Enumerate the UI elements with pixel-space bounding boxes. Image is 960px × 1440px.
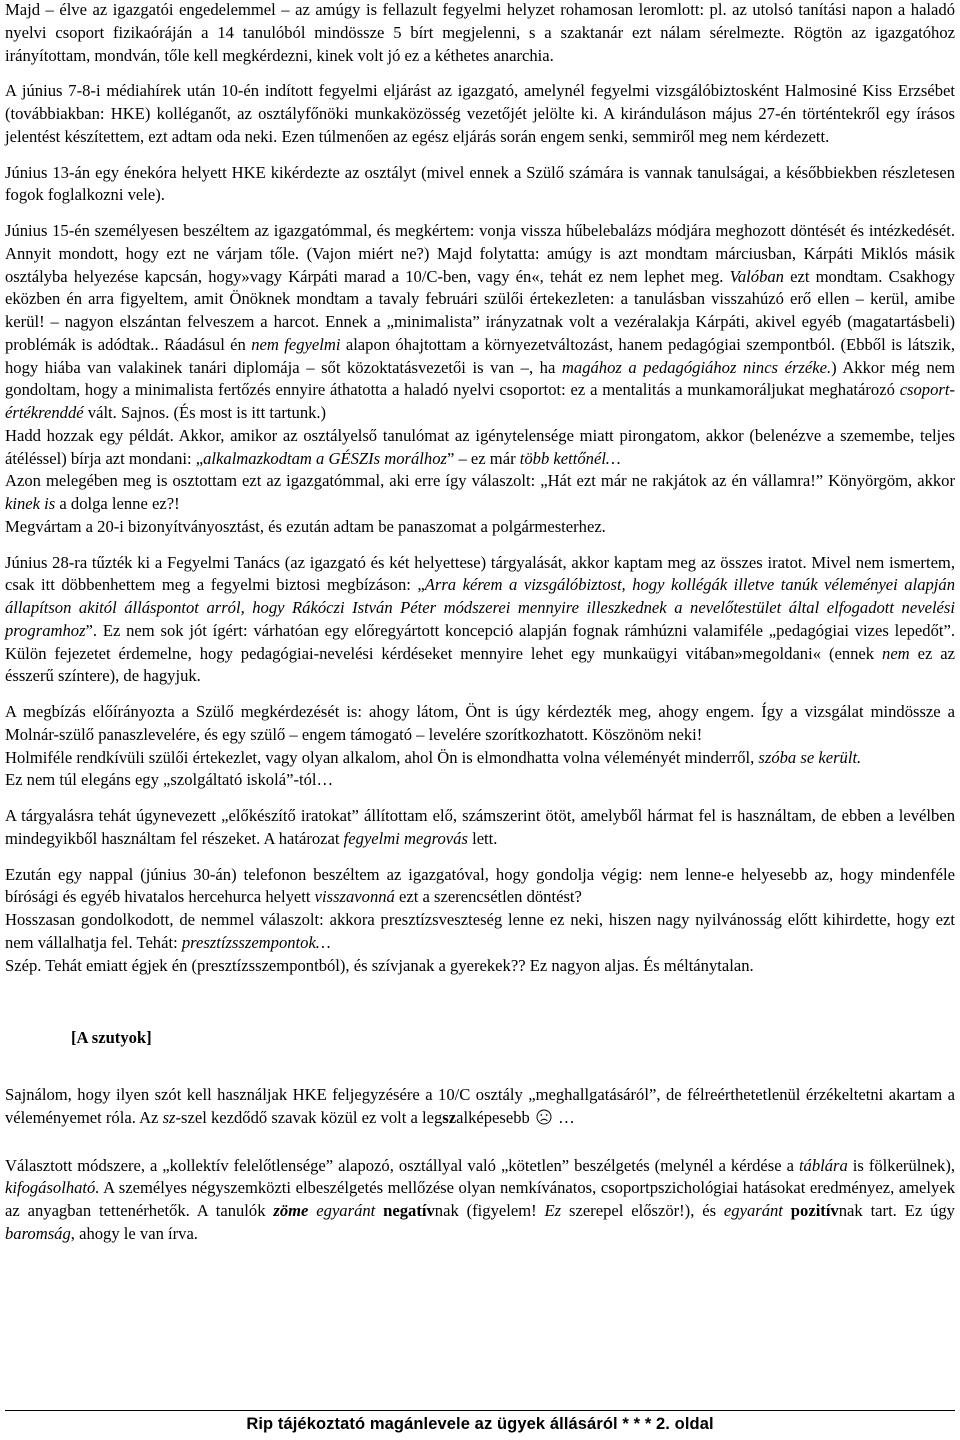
text-run: ezt mondtam. Csakhogy eközben én arra figyeltem, amit Önöknek mondtam a tavaly februári szülői értekezleten: a tanulásban visszahúzó erő ellen – kerül, amibe kerül! – nagyon elszántan felveszem a harcot. Ennek a „minimalista” irányzatnak volt a vezéralakja Kárpáti, akivel egyéb (magatartásbeli) problémák is adódtak.. Ráadásul én bbox=[5, 266, 955, 354]
text-run: ” – ez már bbox=[446, 448, 520, 468]
paragraph bbox=[5, 909, 955, 955]
paragraph bbox=[5, 864, 955, 910]
text-run: Hadd hozzak egy példát. Akkor, amikor az osztályelső tanulómat az igénytelensége miatt pirongatom, akkor (belenézve a szemembe, teljes átéléssel) bírja azt mondani: „ bbox=[5, 425, 955, 468]
text-run: A megbízás előírányozta a Szülő megkérdezését is: ahogy látom, Önt is úgy kérdezték meg, ahogy engem. Így a vizsgálat mindössze a Molnár-szülő panaszlevelére, és egy szülő – engem támogató – levelére szorítkozhatott. Köszönöm neki! bbox=[5, 702, 955, 744]
text-run: Június 13-án egy énekóra helyett HKE kikérdezte az osztályt (mivel ennek a Szülő számára is vannak tanulságai, a későbbiekben részletesen fogok foglalkozni vele). bbox=[5, 162, 955, 205]
heading-block bbox=[5, 1019, 955, 1050]
text-run: sz bbox=[442, 1107, 457, 1127]
page-footer: Rip tájékoztató magánlevele az ügyek állásáról * * * 2. oldal bbox=[5, 1410, 955, 1439]
text-run: vált. Sajnos. (És most is itt tartunk.) bbox=[83, 403, 327, 422]
paragraph bbox=[5, 425, 955, 471]
text-run: A tárgyalásra tehát úgynevezett „előkészítő iratokat” állítottam elő, számszerint ötöt, amelyből hármat fel is használtam, de ebben a levélben mindegyikből használtam fel részeket. A határozat bbox=[5, 806, 955, 848]
text-run: Megvártam a 20-i bizonyítványosztást, és ezután adtam be panaszomat a polgármesterhez. bbox=[5, 516, 606, 536]
text-run: lett. bbox=[467, 828, 498, 848]
text-run bbox=[375, 1201, 383, 1220]
text-run bbox=[783, 1201, 791, 1220]
text-run: Június 15-én személyesen beszéltem az igazgatómmal, és megkértem: vonja vissza hűbelebalázs módjára meghozott döntését és intézkedését. Annyit mondott, hogy ezt ne várjam tőle. (Vajon miért ne?) Majd folytatta: amúgy is azt mondtam márciusban, Kárpáti Miklós másik osztályba helyezése kapcsán, hogy»vagy Kárpáti marad a 10/C-ben, vagy én«, tehát ez nem lephet meg. bbox=[5, 221, 955, 286]
text-run: egyaránt bbox=[723, 1201, 783, 1220]
sad-face-icon bbox=[536, 1109, 552, 1125]
paragraph bbox=[5, 769, 955, 792]
text-run: Szép. Tehát emiatt égjek én (presztízsszempontból), és szívjanak a gyerekek?? Ez nagyon aljas. És méltánytalan. bbox=[5, 955, 754, 975]
text-run: több kettőnél… bbox=[519, 448, 621, 468]
text-run: -szel kezdődő szavak közül ez volt a leg bbox=[175, 1107, 443, 1127]
text-run: nak (figyelem! bbox=[434, 1201, 545, 1220]
text-run: ezt a szerencsétlen döntést? bbox=[394, 887, 582, 907]
text-run: a dolga lenne ez?! bbox=[55, 494, 180, 513]
paragraph bbox=[5, 805, 955, 851]
text-run: ) Akkor még nem gondoltam, hogy a minimalista fertőzés ennyire áthatotta a haladó nyelvi csoportot: ez a mentalitás a munkamoráljukat meghatározó bbox=[5, 357, 956, 400]
text-run: Ez nem túl elegáns egy „szolgáltató iskolá”-tól… bbox=[5, 770, 334, 790]
text-run: Választott módszere, a „kollektív felelőtlensége” alapozó, osztállyal való „kötetlen” beszélgetés (melynél a kérdése a bbox=[5, 1155, 799, 1175]
text-run: Majd – élve az igazgatói engedelemmel – az amúgy is fellazult fegyelmi helyzet rohamosan leromlott: pl. az utolsó tanítási napon a haladó nyelvi csoport fizikaóráján a 14 tanulóból mindössze 5 bírt megjelenni, s a szaktanár ezt nálam sérelmezte. Rögtön az igazgatóhoz irányítottam, mondván, tőle kell megkérdezni, kinek volt jó ez a kéthetes anarchia. bbox=[5, 0, 955, 65]
text-run: Azon melegében meg is osztottam ezt az igazgatómmal, aki erre így válaszolt: „Hát ezt már ne rakjátok az én vállamra!” Könyörgöm, akkor bbox=[5, 471, 955, 491]
text-run: zöme bbox=[273, 1201, 309, 1220]
paragraph bbox=[5, 470, 955, 516]
text-run: Valóban bbox=[729, 266, 784, 286]
paragraph bbox=[5, 1155, 955, 1246]
text-run: ”. Ez nem sok jót ígért: várhatóan egy előregyártott koncepció alapján fognak rámhúzni valamiféle „pedagógiai vizes lepedőt”. Külön fejezetet érdemelne, hogy pedagógiai-nevelési kérdéseket mennyire lehet egy munkaügyi vitában»megoldani« (ennek bbox=[5, 620, 955, 663]
text-run: nem fegyelmi bbox=[251, 334, 341, 354]
text-run: pozitív bbox=[790, 1201, 839, 1220]
paragraph bbox=[5, 0, 955, 67]
text-run: kifogásolható. bbox=[5, 1178, 100, 1198]
text-run: szerepel először!), és bbox=[561, 1201, 724, 1220]
text-run: alapon óhajtottam a környezetváltozást, hanem pedagógiai szempontból. (Ebből is látszik, hogy hiába van valakinek tanári diplomája – sőt közoktatásvezetői is van –, ha bbox=[5, 334, 955, 377]
text-run: Holmiféle rendkívüli szülői értekezlet, vagy olyan alkalom, ahol Ön is elmondhatta volna véleményét minderről, bbox=[5, 747, 759, 767]
paragraph bbox=[5, 552, 955, 689]
text-run: sz bbox=[162, 1107, 176, 1127]
paragraph bbox=[5, 747, 955, 770]
text-run: csoport-értékrenddé bbox=[5, 380, 955, 422]
text-run: nak tart. Ez úgy bbox=[838, 1201, 955, 1220]
text-run: alkalmazkodtam a GÉSZIs morálhoz bbox=[203, 448, 447, 468]
text-run: egyaránt bbox=[316, 1201, 376, 1220]
paragraph bbox=[5, 516, 955, 539]
paragraph bbox=[5, 1084, 955, 1130]
text-run: presztízsszempontok… bbox=[181, 932, 331, 952]
text-run: , ahogy le van írva. bbox=[70, 1223, 198, 1243]
paragraph bbox=[5, 220, 955, 425]
paragraph bbox=[5, 955, 955, 978]
text-run: szóba se került. bbox=[758, 747, 862, 767]
text-run: negatív bbox=[383, 1201, 435, 1220]
text-run: alképesebb bbox=[456, 1107, 534, 1127]
text-run: A június 7-8-i médiahírek után 10-én indított fegyelmi eljárást az igazgató, amelynél fegyelmi vizsgálóbiztosként Halmosiné Kiss Erzsébet (továbbiakban: HKE) kolléganőt, az osztályfőnöki munkaközösség vezetőjét jelölte ki. A kiránduláson május 27-én történtekről egy írásos jelentést készítettem, ezt adtam oda neki. Ezen túlmenően az egész eljárás során engem senki, semmiről meg nem kérdezett. bbox=[5, 81, 955, 146]
text-run: táblára bbox=[798, 1155, 848, 1175]
text-run: nem bbox=[882, 643, 910, 663]
paragraph bbox=[5, 80, 955, 148]
letter-page bbox=[5, 0, 955, 1246]
text-run: Sajnálom, hogy ilyen szót kell használjak HKE feljegyzésére a 10/C osztály „meghallgatásáról”, de félreérthetetlenül érzékeltetni akartam a véleményemet róla. Az bbox=[5, 1085, 955, 1127]
text-run: fegyelmi megrovás bbox=[343, 828, 468, 848]
text-run: Ez bbox=[544, 1201, 562, 1220]
paragraph bbox=[5, 162, 955, 208]
text-run: Arra kérem a vizsgálóbiztost, hogy kollégák illetve tanúk véleményei alapján állapítson akitól álláspontot arról, hogy Rákóczi István Péter módszerei mennyire illeszkednek a nevelőtestület által elfogadott nevelési programhoz bbox=[5, 575, 955, 640]
text-run: kinek is bbox=[5, 494, 56, 513]
section-heading: [A szutyok] bbox=[71, 1028, 152, 1048]
text-run: visszavonná bbox=[314, 887, 395, 907]
text-run: is fölkerülnek), bbox=[847, 1155, 955, 1175]
text-run: … bbox=[553, 1107, 575, 1127]
text-run: magához a pedagógiához nincs érzéke. bbox=[561, 357, 832, 377]
paragraph bbox=[5, 701, 955, 747]
text-run: A személyes négyszemközti elbeszélgetés mellőzése olyan nemkívánatos, csoportpszichológiai hatásokat eredményez, amelyek az anyagban tettenérhetők. A tanulók bbox=[5, 1178, 955, 1220]
text-run: ez az ésszerű színtere), de hagyjuk. bbox=[5, 643, 955, 686]
text-run: Június 28-ra tűzték ki a Fegyelmi Tanács (az igazgató és két helyettese) tárgyalását, akkor kaptam meg az összes iratot. Mivel nem ismertem, csak itt döbbenhettem meg a fegyelmi biztosi megbízáson: „ bbox=[5, 552, 955, 595]
text-run: baromság bbox=[5, 1223, 71, 1243]
text-run: Ezután egy nappal (június 30-án) telefonon beszéltem az igazgatóval, hogy gondolja végig: nem lenne-e helyesebb az, hogy mindenféle bírósági és egyéb hivatalos hercehurca helyett bbox=[5, 864, 955, 907]
text-run: Hosszasan gondolkodott, de nemmel válaszolt: akkora presztízsveszteség lenne ez neki, hiszen nagy nyilvánosság előtt kihirdette, hogy ezt nem vállalhatja fel. Tehát: bbox=[5, 910, 955, 952]
